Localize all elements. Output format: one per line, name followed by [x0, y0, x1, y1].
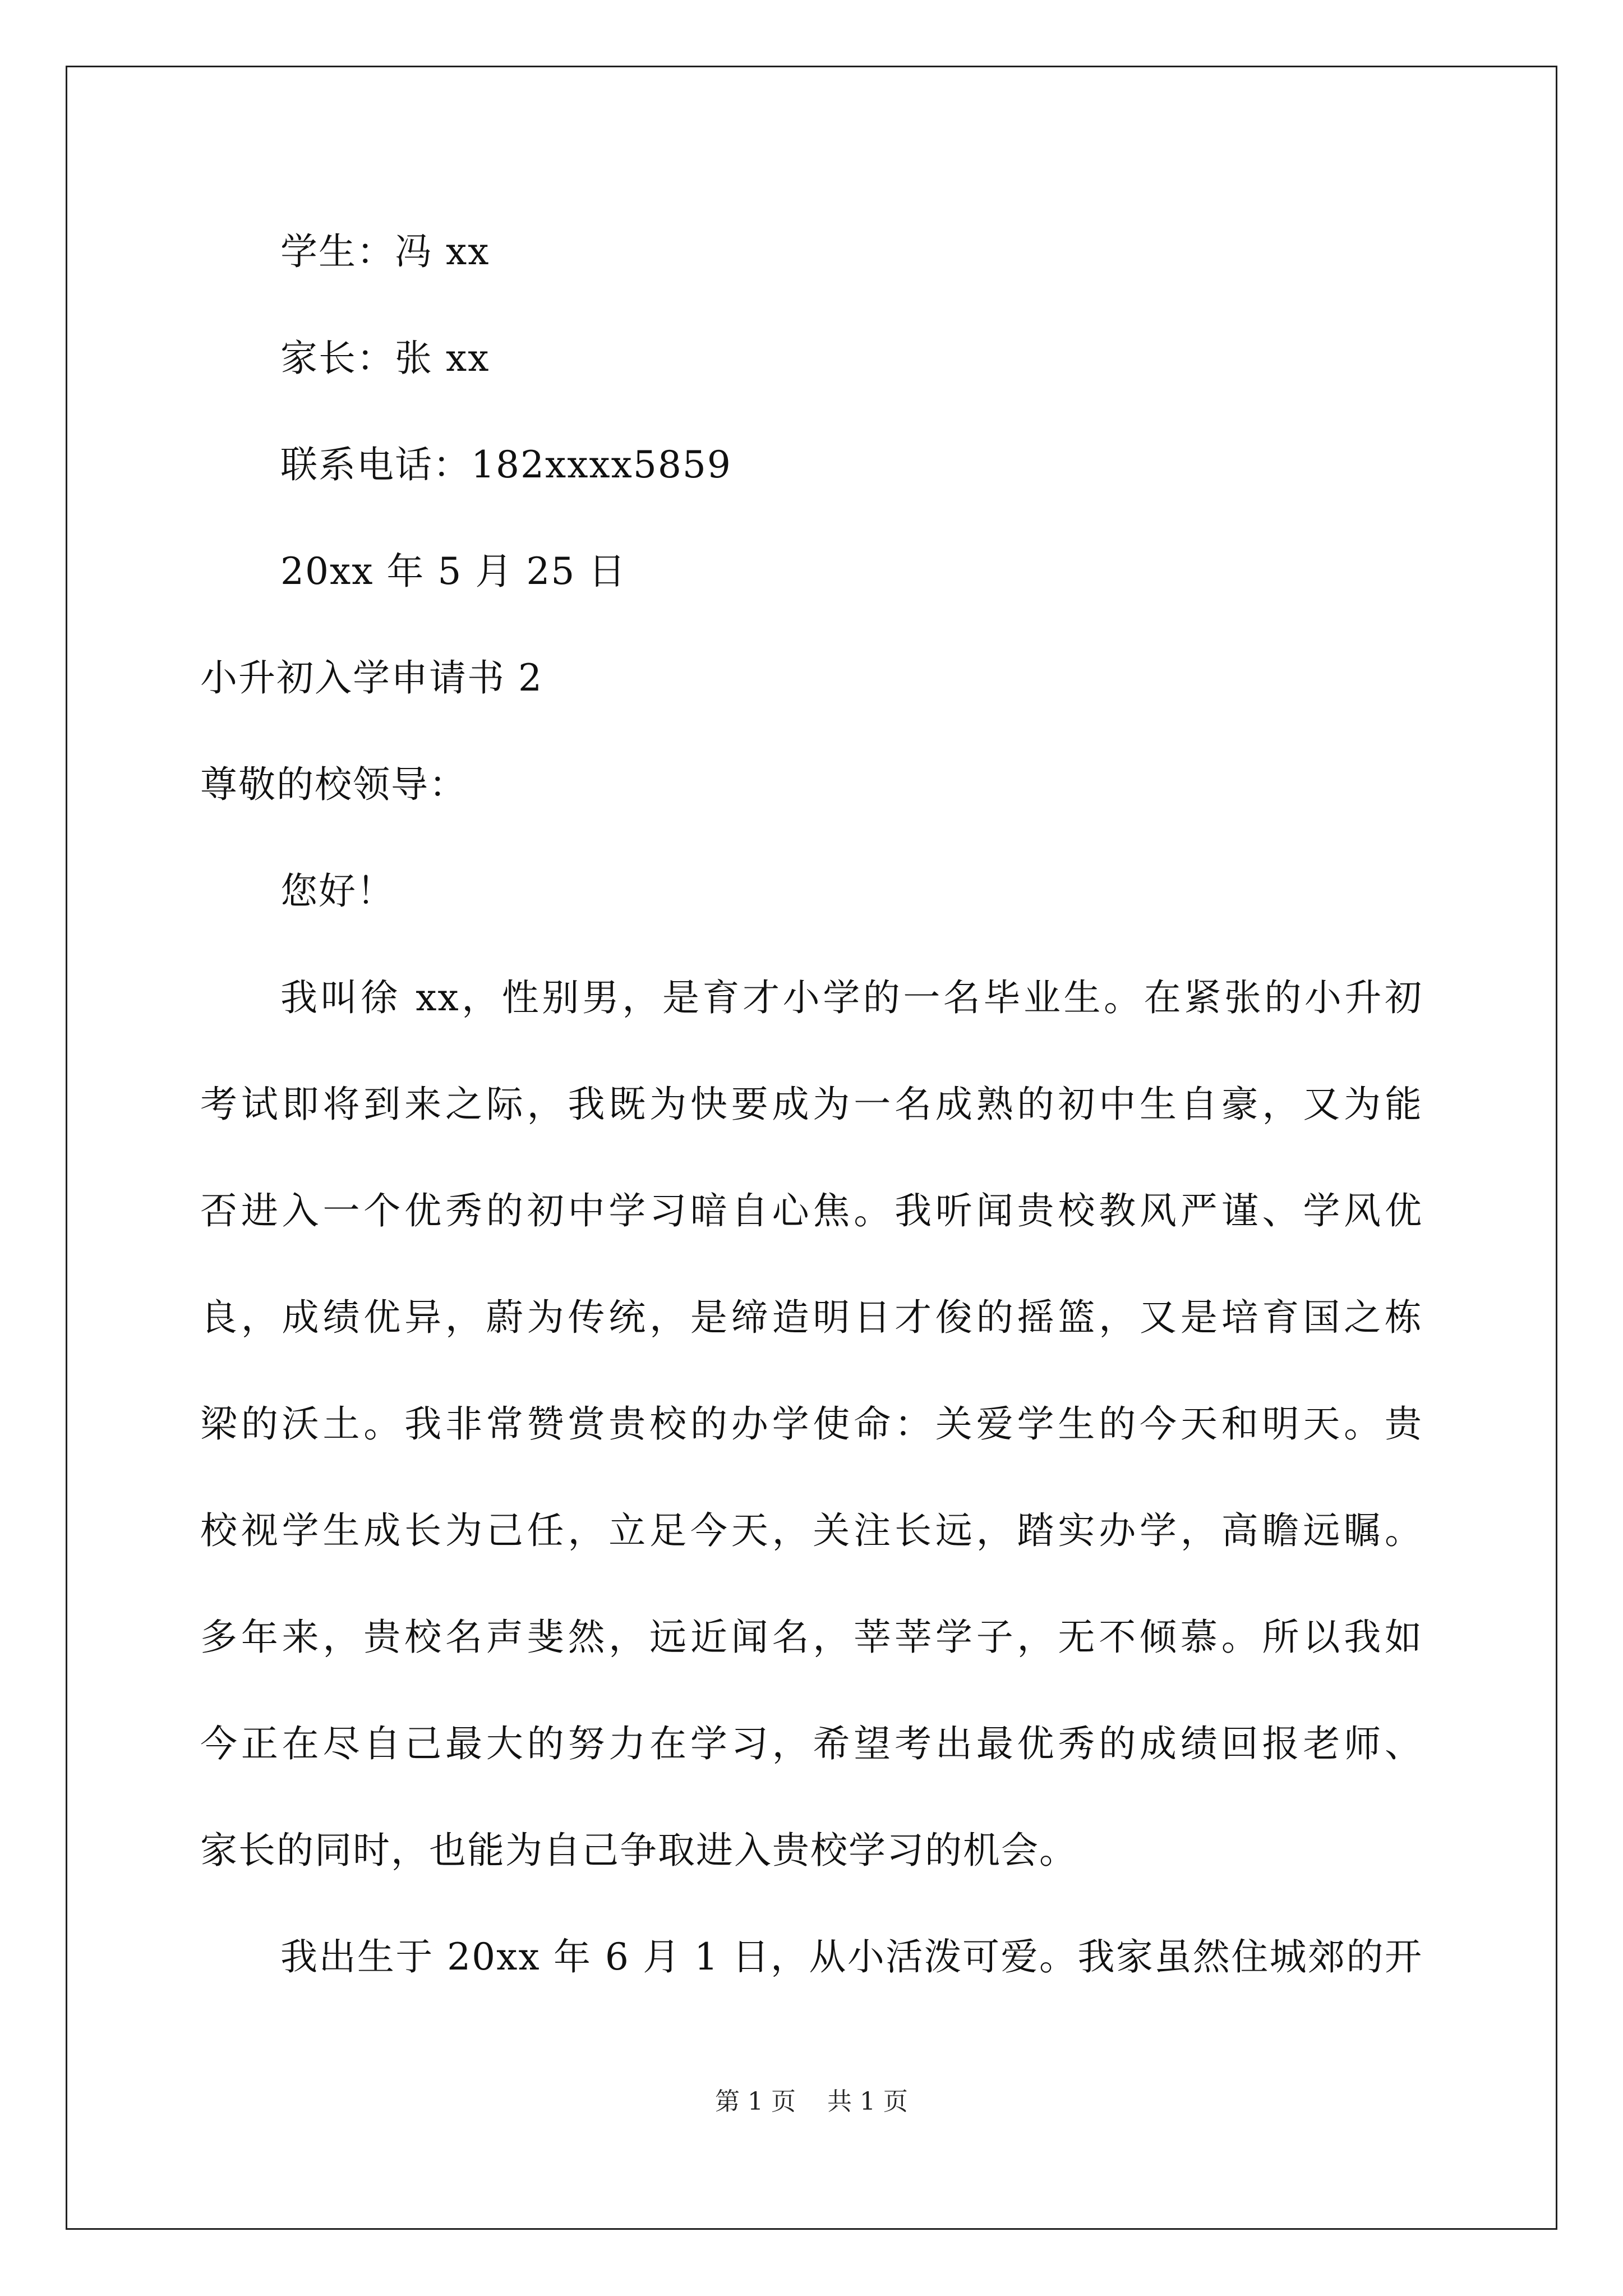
- paragraph-line: 今正在尽自己最大的努力在学习，希望考出最优秀的成绩回报老师、: [200, 1722, 1423, 1765]
- paragraph-line: 校视学生成长为己任，立足今天，关注长远，踏实办学，高瞻远瞩。: [200, 1509, 1423, 1552]
- page-border: [66, 66, 1557, 2230]
- phone-line: 联系电话：182xxxx5859: [280, 443, 732, 486]
- paragraph-line: 我叫徐 xx，性别男，是育才小学的一名毕业生。在紧张的小升初: [280, 976, 1423, 1019]
- paragraph-line: 多年来，贵校名声斐然，远近闻名，莘莘学子，无不倾慕。所以我如: [200, 1616, 1423, 1659]
- section-title: 小升初入学申请书 2: [200, 656, 543, 700]
- paragraph-line: 家长的同时，也能为自己争取进入贵校学习的机会。: [200, 1829, 1077, 1872]
- parent-line: 家长：张 xx: [280, 337, 490, 380]
- page-footer: 第 1 页 共 1 页: [715, 2087, 908, 2116]
- greeting: 您好！: [280, 869, 395, 913]
- student-line: 学生：冯 xx: [280, 230, 490, 273]
- paragraph-line: 良，成绩优异，蔚为传统，是缔造明日才俊的摇篮，又是培育国之栋: [200, 1296, 1423, 1339]
- paragraph-line: 梁的沃土。我非常赞赏贵校的办学使命：关爱学生的今天和明天。贵: [200, 1402, 1423, 1446]
- date-line: 20xx 年 5 月 25 日: [280, 550, 627, 593]
- paragraph-line: 考试即将到来之际，我既为快要成为一名成熟的初中生自豪，又为能: [200, 1083, 1423, 1126]
- paragraph-line: 否进入一个优秀的初中学习暗自心焦。我听闻贵校教风严谨、学风优: [200, 1189, 1423, 1232]
- salutation: 尊敬的校领导：: [200, 763, 467, 806]
- paragraph-line: 我出生于 20xx 年 6 月 1 日，从小活泼可爱。我家虽然住城郊的开: [280, 1935, 1423, 1978]
